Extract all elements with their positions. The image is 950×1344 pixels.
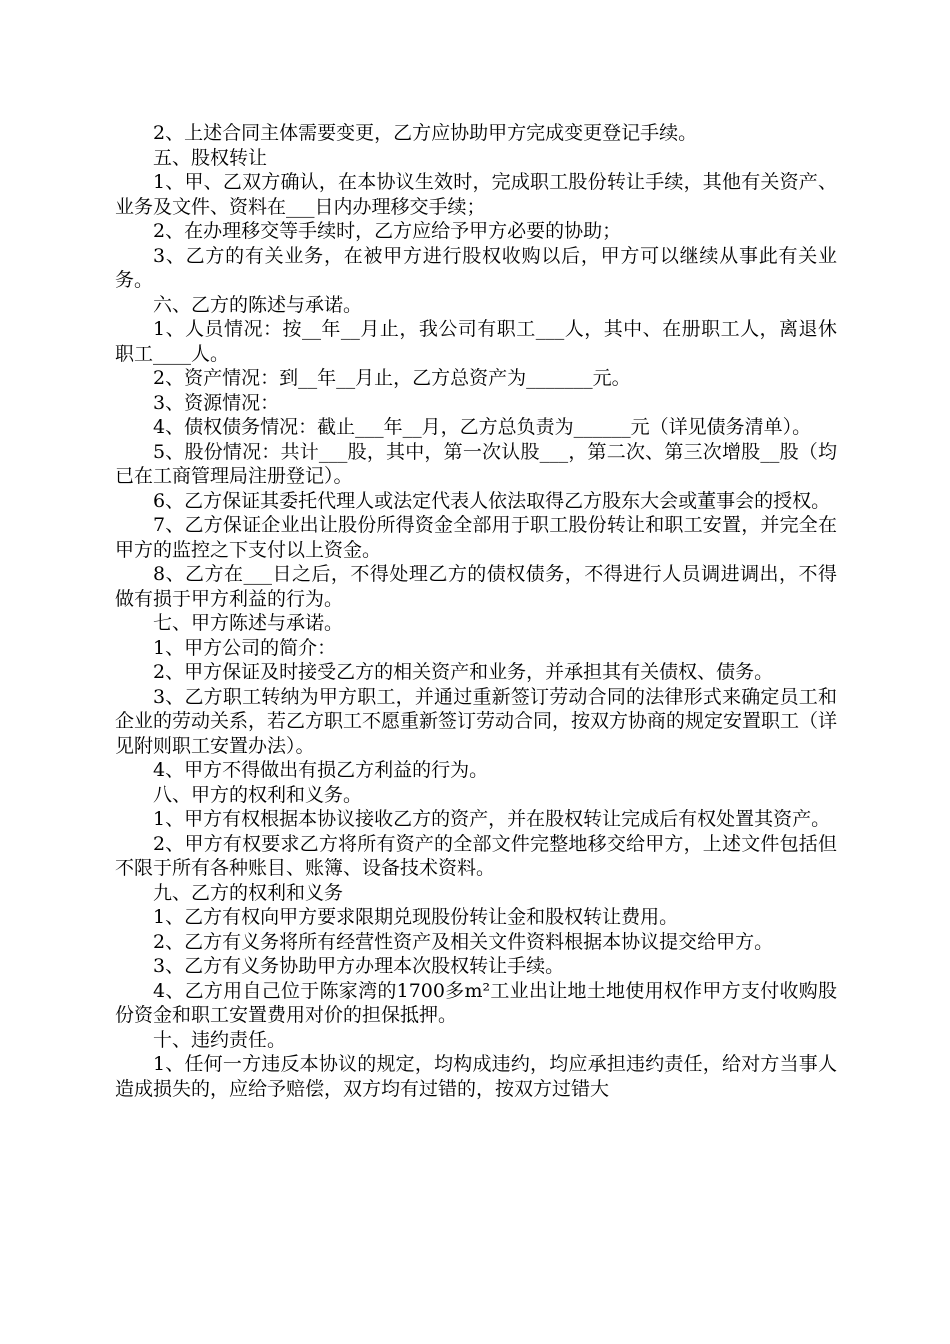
paragraph: 2、甲方有权要求乙方将所有资产的全部文件完整地移交给甲方，上述文件包括但不限于所有各种账目、账簿、设备技术资料。 (115, 832, 837, 879)
paragraph: 2、在办理移交等手续时，乙方应给予甲方必要的协助； (153, 220, 622, 242)
paragraph: 2、甲方保证及时接受乙方的相关资产和业务，并承担其有关债权、债务。 (153, 661, 774, 683)
paragraph: 1、甲方公司的简介： (153, 636, 337, 659)
paragraph: 3、乙方的有关业务，在被甲方进行股权收购以后，甲方可以继续从事此有关业务。 (115, 244, 837, 291)
paragraph: 2、资产情况：到__年__月止，乙方总资产为_______元。 (153, 367, 631, 389)
paragraph: 2、乙方有义务将所有经营性资产及相关文件资料根据本协议提交给甲方。 (153, 930, 774, 953)
paragraph: 3、乙方职工转纳为甲方职工，并通过重新签订劳动合同的法律形式来确定员工和企业的劳动关系，若乙方职工不愿重新签订劳动合同，按双方协商的规定安置职工（详见附则职工安置办法）。 (115, 685, 838, 757)
section-heading: 六、乙方的陈述与承诺。 (153, 293, 363, 316)
paragraph: 5、股份情况：共计___股，其中，第一次认股___，第二次、第三次增股__股（均已在工商管理局注册登记）。 (115, 440, 837, 487)
paragraph: 4、债权债务情况：截止___年__月，乙方总负责为______元（详见债务清单）。 (153, 416, 812, 438)
paragraph: 1、任何一方违反本协议的规定，均构成违约，均应承担违约责任，给对方当事人造成损失的，应给予赔偿，双方均有过错的，按双方过错大 (115, 1053, 837, 1100)
paragraph: 3、乙方有义务协助甲方办理本次股权转让手续。 (153, 955, 565, 977)
paragraph: 7、乙方保证企业出让股份所得资金全部用于职工股份转让和职工安置，并完全在甲方的监控之下支付以上资金。 (115, 514, 837, 561)
paragraph: 8、乙方在___日之后，不得处理乙方的债权债务，不得进行人员调进调出，不得做有损于甲方利益的行为。 (115, 563, 837, 610)
section-heading: 十、违约责任。 (153, 1028, 287, 1051)
paragraph: 4、甲方不得做出有损乙方利益的行为。 (153, 759, 489, 781)
paragraph: 1、乙方有权向甲方要求限期兑现股份转让金和股权转让费用。 (153, 906, 679, 928)
paragraph: 2、上述合同主体需要变更，乙方应协助甲方完成变更登记手续。 (153, 122, 698, 144)
section-heading: 八、甲方的权利和义务。 (153, 783, 363, 806)
paragraph: 1、甲、乙双方确认，在本协议生效时，完成职工股份转让手续，其他有关资产、业务及文件、资料在___日内办理移交手续； (115, 171, 837, 218)
paragraph: 1、人员情况：按__年__月止，我公司有职工___人，其中、在册职工人，离退休职工____人。 (115, 318, 837, 365)
document-body (115, 121, 837, 1101)
paragraph: 4、乙方用自己位于陈家湾的1700多m²工业出让地土地使用权作甲方支付收购股份资金和职工安置费用对价的担保抵押。 (115, 979, 837, 1026)
paragraph: 6、乙方保证其委托代理人或法定代表人依法取得乙方股东大会或董事会的授权。 (153, 489, 831, 512)
section-heading: 九、乙方的权利和义务 (153, 881, 344, 904)
paragraph: 1、甲方有权根据本协议接收乙方的资产，并在股权转让完成后有权处置其资产。 (153, 808, 831, 830)
section-heading: 五、股权转让 (153, 146, 268, 169)
section-heading: 七、甲方陈述与承诺。 (153, 612, 344, 634)
paragraph: 3、资源情况： (153, 391, 280, 414)
